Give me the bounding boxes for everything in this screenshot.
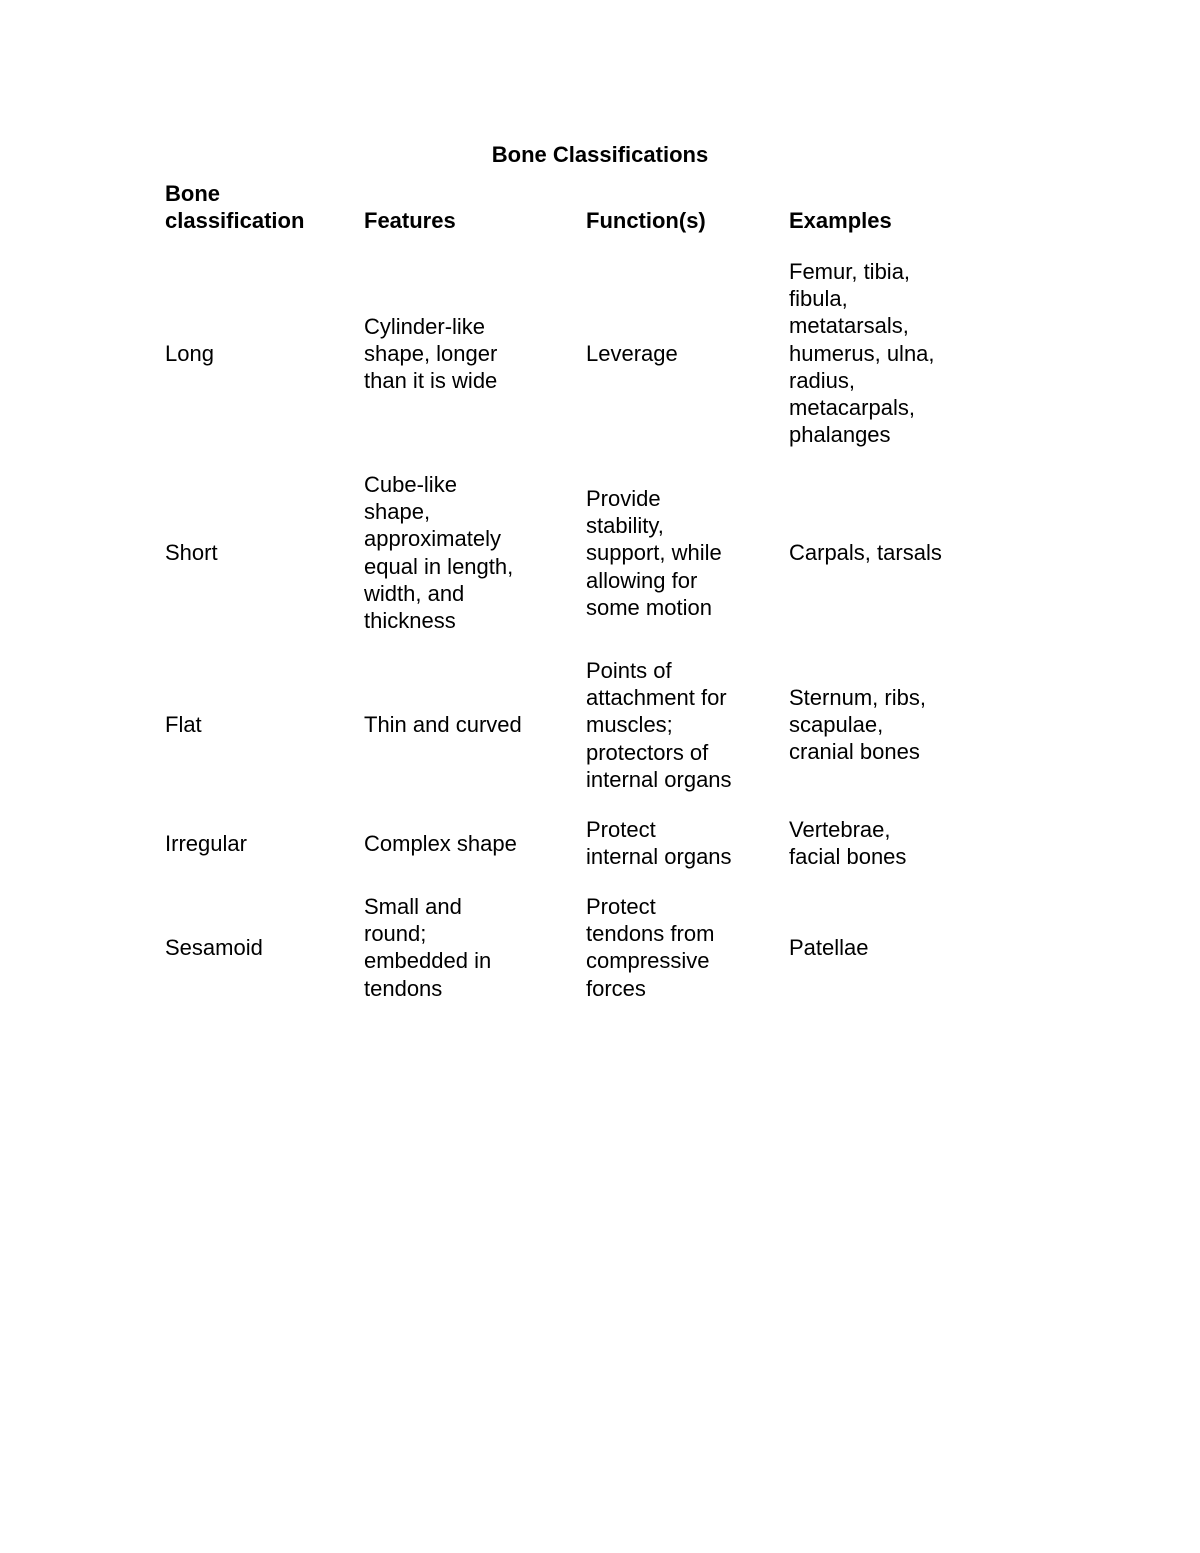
cell-examples: Femur, tibia, fibula, metatarsals, humerus, ulna, radius, metacarpals, phalanges bbox=[789, 259, 935, 448]
column-header-classification: Bone classification bbox=[165, 181, 305, 233]
cell-functions: Protect internal organs bbox=[586, 817, 732, 870]
page-title: Bone Classifications bbox=[491, 142, 709, 167]
column-header-features: Features bbox=[364, 208, 456, 233]
cell-functions: Protect tendons from compressive forces bbox=[586, 894, 715, 1001]
cell-classification: Irregular bbox=[165, 831, 247, 856]
column-header-examples: Examples bbox=[789, 208, 892, 233]
cell-classification: Flat bbox=[165, 712, 202, 737]
column-header-functions: Function(s) bbox=[586, 208, 706, 233]
cell-features: Thin and curved bbox=[364, 712, 522, 737]
cell-functions: Points of attachment for muscles; protectors of internal organs bbox=[586, 658, 732, 792]
cell-classification: Long bbox=[165, 341, 214, 366]
cell-examples: Sternum, ribs, scapulae, cranial bones bbox=[789, 685, 926, 765]
cell-features: Complex shape bbox=[364, 831, 517, 856]
cell-functions: Leverage bbox=[586, 341, 678, 366]
cell-features: Cylinder-like shape, longer than it is wide bbox=[364, 314, 498, 394]
cell-features: Cube-like shape, approximately equal in length, width, and thickness bbox=[364, 472, 514, 634]
cell-examples: Vertebrae, facial bones bbox=[789, 817, 907, 870]
cell-features: Small and round; embedded in tendons bbox=[364, 894, 492, 1001]
cell-examples: Carpals, tarsals bbox=[789, 540, 942, 565]
cell-classification: Sesamoid bbox=[165, 935, 263, 960]
cell-classification: Short bbox=[165, 540, 218, 565]
cell-functions: Provide stability, support, while allowing for some motion bbox=[586, 486, 722, 620]
cell-examples: Patellae bbox=[789, 935, 869, 960]
